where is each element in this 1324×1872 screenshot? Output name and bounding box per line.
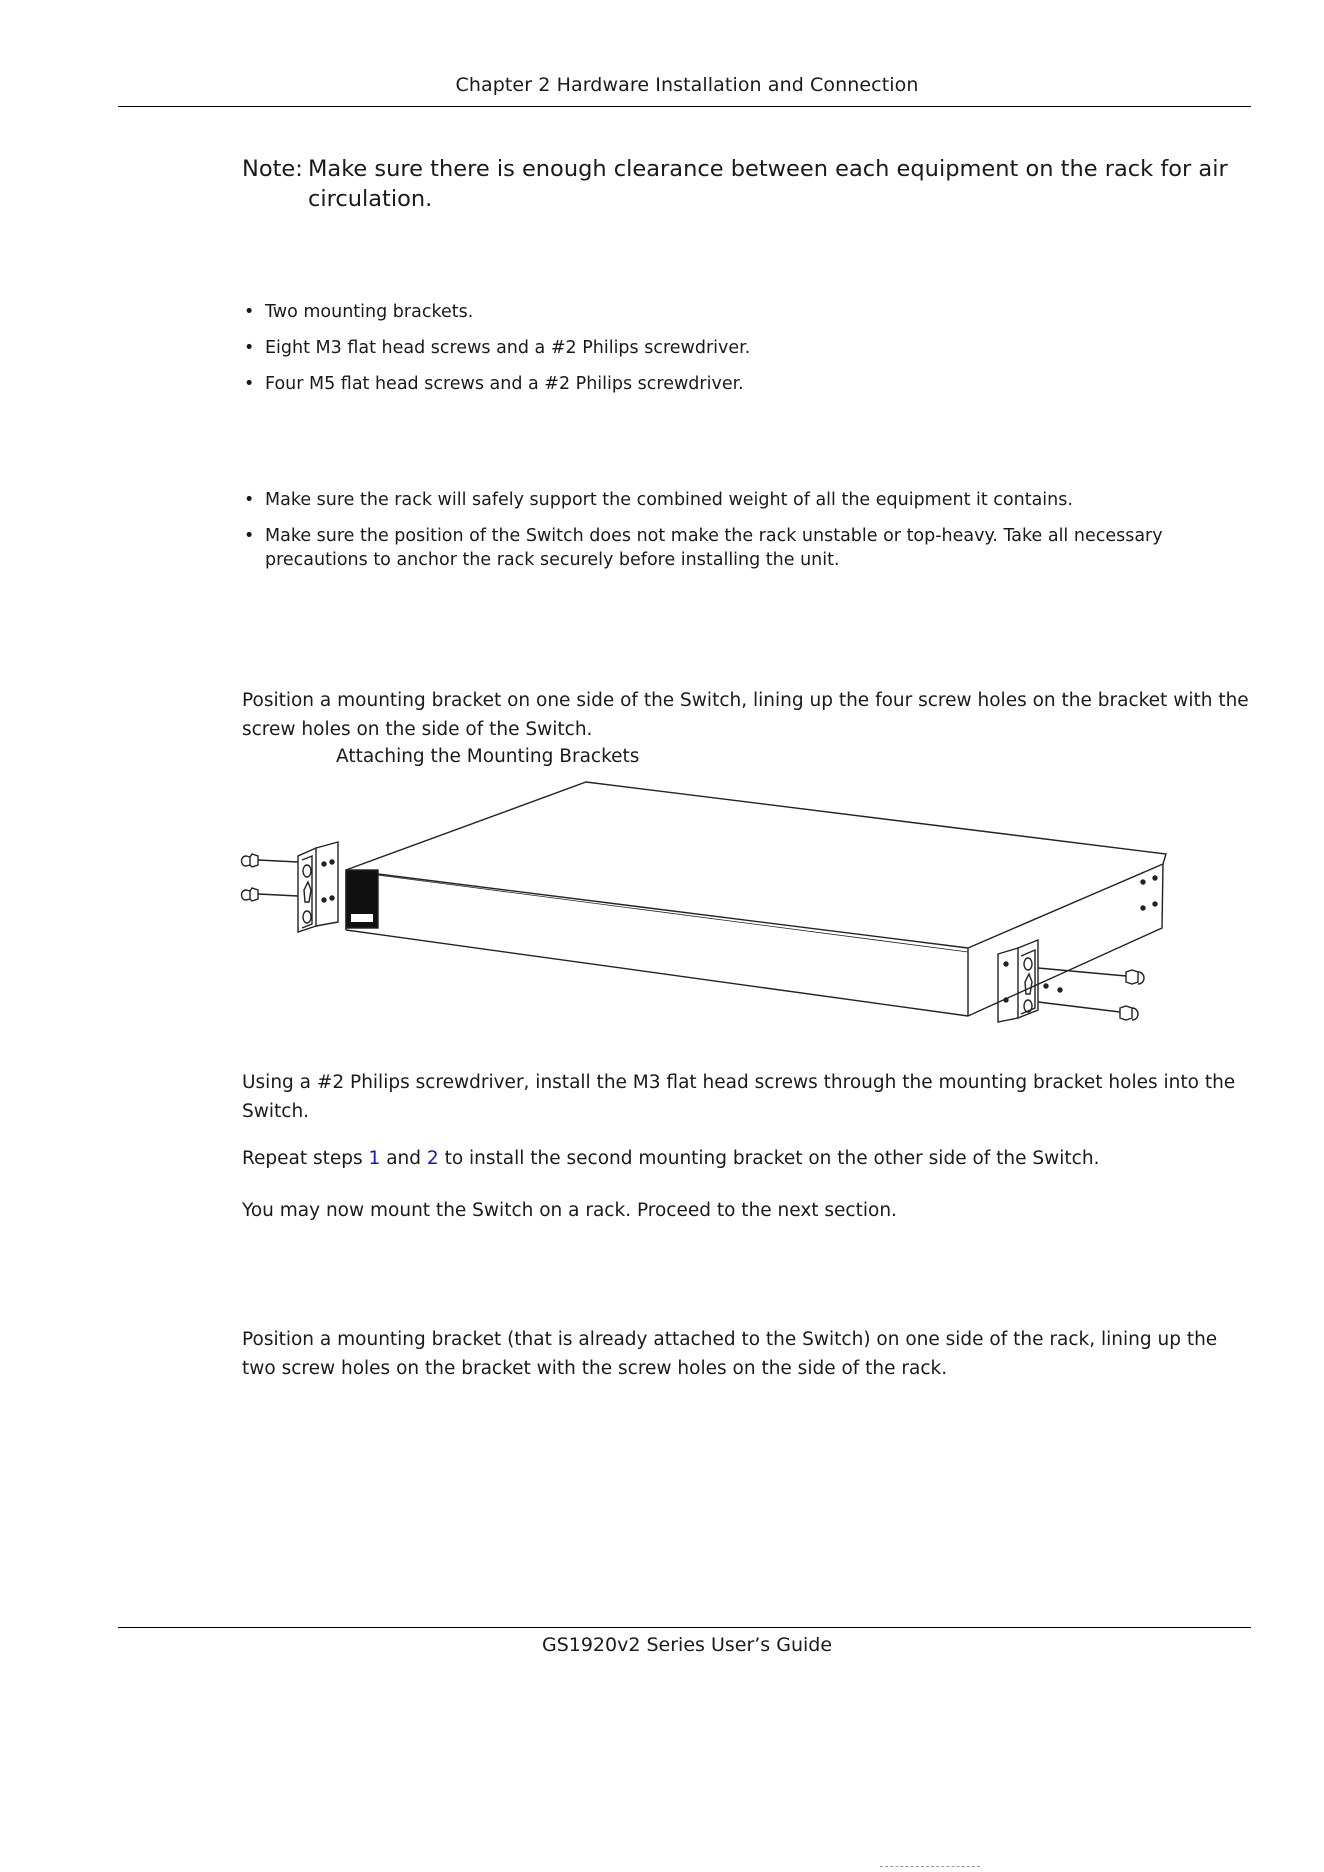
precautions-list	[242, 488, 1252, 584]
right-bracket	[998, 948, 1018, 1022]
switch-top-face	[346, 782, 1166, 948]
note-text-line1: Make sure there is enough clearance between each equipment on the rack for air	[308, 156, 1228, 182]
step2-paragraph: Using a #2 Philips screwdriver, install the M3 flat head screws through the mounting bracket holes into the Switch.	[242, 1072, 1236, 1122]
list-item: • Four M5 flat head screws and a #2 Philips screwdriver.	[242, 372, 750, 396]
left-bracket	[298, 848, 316, 932]
figure-caption: Attaching the Mounting Brackets	[336, 746, 640, 767]
switch-bottom-edge	[346, 930, 968, 1016]
list-item: • Make sure the rack will safely support the combined weight of all the equipment it contains.	[242, 488, 1252, 512]
page-header: Chapter 2 Hardware Installation and Connection	[455, 74, 919, 96]
step3-text-middle: and	[380, 1148, 427, 1169]
page-footer: GS1920v2 Series User’s Guide	[541, 1634, 833, 1656]
list-item: • Make sure the position of the Switch does not make the rack unstable or top-heavy. Take all necessary precautions to anchor the rack securely before installing the unit.	[242, 524, 1252, 572]
requirements-list	[242, 300, 750, 408]
right-screw-lower	[1038, 1002, 1138, 1020]
footer-rule	[118, 1627, 1251, 1628]
list-item: • Two mounting brackets.	[242, 300, 750, 324]
step2-link[interactable]: 2	[426, 1148, 439, 1169]
step1-link[interactable]: 1	[368, 1148, 381, 1169]
note-label: Note:	[242, 156, 303, 182]
step3-text-before: Repeat steps	[242, 1148, 369, 1169]
rack-step1-paragraph: Position a mounting bracket (that is already attached to the Switch) on one side of the rack, lining up the two screw holes on the bracket with the screw holes on the side of the rack.	[242, 1329, 1218, 1379]
switch-side-face	[968, 864, 1163, 1016]
step3-text-after: to install the second mounting bracket on the other side of the Switch.	[438, 1148, 1100, 1169]
step3-paragraph	[242, 1144, 1252, 1173]
step4-paragraph: You may now mount the Switch on a rack. Proceed to the next section.	[242, 1200, 897, 1221]
bracket-attachment-figure	[238, 772, 1178, 1052]
switch-front-edge	[346, 870, 968, 948]
right-screw-upper	[1038, 968, 1144, 984]
scan-artifact	[880, 1866, 980, 1868]
header-rule	[118, 106, 1251, 107]
step1-paragraph: Position a mounting bracket on one side of the Switch, lining up the four screw holes on the bracket with the screw holes on the side of the Switch.	[242, 690, 1249, 740]
left-screw-upper	[242, 854, 299, 867]
left-screw-lower	[242, 888, 299, 901]
list-item: • Eight M3 flat head screws and a #2 Philips screwdriver.	[242, 336, 750, 360]
note-text-line2: circulation.	[308, 186, 433, 212]
